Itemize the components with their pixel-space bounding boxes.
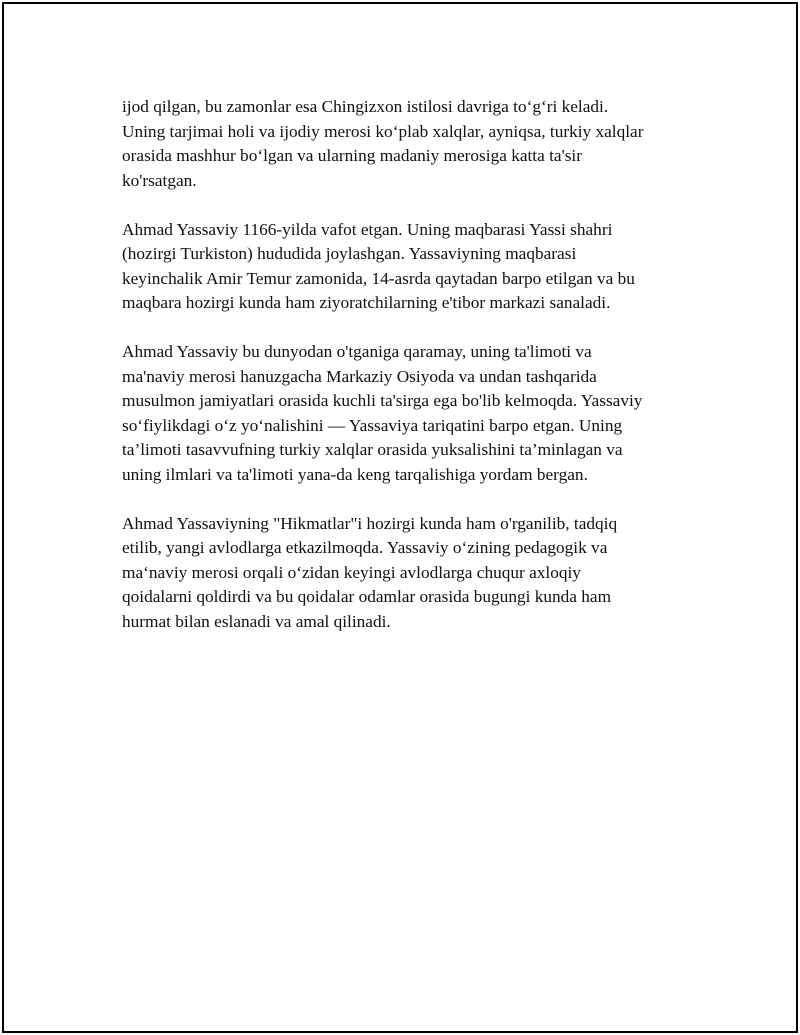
- paragraph-2: Ahmad Yassaviy 1166-yilda vafot etgan. Uning maqbarasi Yassi shahri (hozirgi Turkiston) hududida joylashgan. Yassaviyning maqbarasi keyinchalik Amir Temur zamonida, 14-asrda qaytadan barpo etilgan va bu maqbara hozirgi kunda ham ziyoratchilarning e'tibor markazi sanaladi.: [122, 219, 635, 312]
- page-frame: [2, 2, 798, 1033]
- paragraph-3: Ahmad Yassaviy bu dunyodan o'tganiga qaramay, uning ta'limoti va ma'naviy merosi hanuzgacha Markaziy Osiyoda va undan tashqarida musulmon jamiyatlari orasida kuchli ta'sirga ega bo'lib kelmoqda. Yassaviy so‘fiylikdagi o‘z yo‘nalishini — Yassaviya tariqatini barpo etgan. Uning ta’limoti tasavvufning turkiy xalqlar orasida yuksalishini ta’minlagan va uning ilmlari va ta'limoti yana-da keng tarqalishiga yordam bergan.: [122, 342, 643, 484]
- paragraph-1: ijod qilgan, bu zamonlar esa Chingizxon istilosi davriga to‘g‘ri keladi. Uning tarjimai holi va ijodiy merosi ko‘plab xalqlar, ayniqsa, turkiy xalqlar orasida mashhur bo‘lgan va ularning madaniy merosiga katta ta'sir ko'rsatgan.: [122, 97, 644, 190]
- document-body: [122, 95, 697, 659]
- paragraph-4: Ahmad Yassaviyning "Hikmatlar"i hozirgi kunda ham o'rganilib, tadqiq etilib, yangi avlodlarga etkazilmoqda. Yassaviy o‘zining pedagogik va ma‘naviy merosi orqali o‘zidan keyingi avlodlarga chuqur axloqiy qoidalarni qoldirdi va bu qoidalar odamlar orasida bugungi kunda ham hurmat bilan eslanadi va amal qilinadi.: [122, 513, 618, 631]
